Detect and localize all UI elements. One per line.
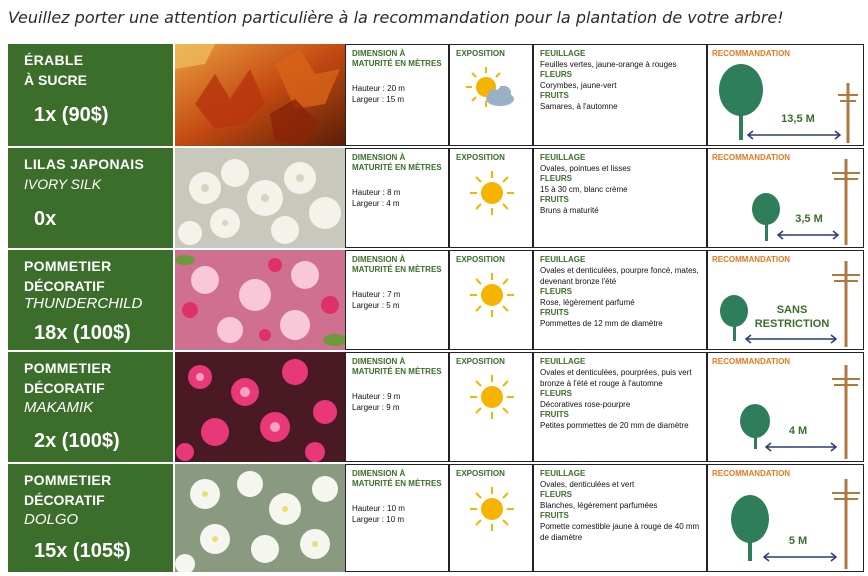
flowers-text: Corymbes, jaune-vert <box>540 81 617 90</box>
tree-name-cell <box>8 44 173 146</box>
foliage-text: Ovales et denticulées, pourpre foncé, mates, devenant bronze l'été <box>540 266 699 286</box>
tree-name: ÉRABLE <box>24 52 84 68</box>
tree-name-cell <box>8 352 173 462</box>
height-value: Hauteur : 7 m <box>352 290 401 299</box>
height-value: Hauteur : 8 m <box>352 188 401 197</box>
dimension-header: DIMENSION À MATURITÉ EN MÈTRES <box>352 153 442 172</box>
width-value: Largeur : 15 m <box>352 95 405 104</box>
tree-name-line2: DÉCORATIF <box>24 278 105 294</box>
planting-diagram <box>708 45 865 147</box>
flowers-text: 15 à 30 cm, blanc crème <box>540 185 628 194</box>
table-row <box>8 44 864 146</box>
apple-blossom-photo <box>175 464 345 572</box>
tree-name-line2: À SUCRE <box>24 72 88 88</box>
flowers-text: Décoratives rose-pourpre <box>540 400 631 409</box>
exposition-cell <box>449 148 533 248</box>
recommendation-header: RECOMMANDATION <box>712 357 791 366</box>
foliage-header: FEUILLAGE <box>540 255 586 264</box>
foliage-cell <box>533 464 707 572</box>
foliage-text: Ovales, denticulées et vert <box>540 480 635 489</box>
maple-photo <box>175 44 345 146</box>
exposition-header: EXPOSITION <box>456 469 505 478</box>
foliage-header: FEUILLAGE <box>540 153 586 162</box>
tree-name: LILAS JAPONAIS <box>24 156 145 172</box>
sun-icon <box>468 169 516 217</box>
tree-variety: MAKAMIK <box>24 399 94 416</box>
sun-icon <box>468 271 516 319</box>
planting-diagram <box>708 465 865 573</box>
flowers-header: FLEURS <box>540 287 572 296</box>
exposition-header: EXPOSITION <box>456 49 505 58</box>
fruits-text: Pomette comestible jaune à rouge de 40 mm de diamètre <box>540 522 700 542</box>
page-title: Veuillez porter une attention particulière à la recommandation pour la plantation de votre arbre! <box>8 8 784 27</box>
flowers-header: FLEURS <box>540 70 572 79</box>
exposition-header: EXPOSITION <box>456 255 505 264</box>
flowers-text: Blanches, légèrement parfumées <box>540 501 658 510</box>
height-value: Hauteur : 20 m <box>352 84 405 93</box>
distance-label: SANS RESTRICTION <box>754 304 830 330</box>
foliage-text: Ovales, pointues et lisses <box>540 164 631 173</box>
width-value: Largeur : 10 m <box>352 515 405 524</box>
table-row <box>8 148 864 248</box>
fruits-text: Bruns à maturité <box>540 206 599 215</box>
foliage-text: Feuilles vertes, jaune-orange à rouges <box>540 60 677 69</box>
sun-icon <box>468 485 516 533</box>
fruits-text: Petites pommettes de 20 mm de diamètre <box>540 421 689 430</box>
flowers-header: FLEURS <box>540 389 572 398</box>
tree-quantity: 0x <box>34 208 57 230</box>
height-value: Hauteur : 9 m <box>352 392 401 401</box>
tree-name: POMMETIER <box>24 258 112 274</box>
flowers-text: Rose, légèrement parfumé <box>540 298 635 307</box>
foliage-cell <box>533 352 707 462</box>
width-value: Largeur : 9 m <box>352 403 400 412</box>
planting-diagram <box>708 251 865 351</box>
recommendation-cell <box>707 148 864 248</box>
height-value: Hauteur : 10 m <box>352 504 405 513</box>
tree-quantity: 1x (90$) <box>34 104 109 126</box>
table-row <box>8 250 864 350</box>
tree-quantity: 15x (105$) <box>34 540 131 562</box>
crabapple-photo <box>175 250 345 350</box>
dimension-header: DIMENSION À MATURITÉ EN MÈTRES <box>352 357 442 376</box>
dimension-header: DIMENSION À MATURITÉ EN MÈTRES <box>352 255 442 274</box>
width-value: Largeur : 5 m <box>352 301 400 310</box>
flowers-header: FLEURS <box>540 490 572 499</box>
recommendation-header: RECOMMANDATION <box>712 255 791 264</box>
tree-name: POMMETIER <box>24 472 112 488</box>
crabapple-photo <box>175 352 345 462</box>
foliage-header: FEUILLAGE <box>540 469 586 478</box>
recommendation-cell <box>707 352 864 462</box>
dimension-cell <box>345 44 449 146</box>
tree-name-cell <box>8 148 173 248</box>
width-value: Largeur : 4 m <box>352 199 400 208</box>
tree-name-cell <box>8 464 173 572</box>
recommendation-cell <box>707 250 864 350</box>
foliage-cell <box>533 148 707 248</box>
exposition-cell <box>449 44 533 146</box>
fruits-text: Pommettes de 12 mm de diamètre <box>540 319 663 328</box>
dimension-cell <box>345 352 449 462</box>
fruits-text: Samares, à l'automne <box>540 102 618 111</box>
planting-diagram <box>708 353 865 463</box>
fruits-header: FRUITS <box>540 410 569 419</box>
foliage-text: Ovales et denticulées, pourprées, puis vert bronze à l'été et rouge à l'automne <box>540 368 692 388</box>
tree-quantity: 2x (100$) <box>34 430 120 452</box>
tree-quantity: 18x (100$) <box>34 322 131 344</box>
distance-label: 5 M <box>788 535 808 547</box>
exposition-cell <box>449 464 533 572</box>
dimension-cell <box>345 250 449 350</box>
distance-label: 13,5 M <box>781 113 815 125</box>
exposition-header: EXPOSITION <box>456 357 505 366</box>
dimension-cell <box>345 464 449 572</box>
fruits-header: FRUITS <box>540 91 569 100</box>
foliage-header: FEUILLAGE <box>540 49 586 58</box>
foliage-header: FEUILLAGE <box>540 357 586 366</box>
flowers-header: FLEURS <box>540 174 572 183</box>
exposition-cell <box>449 352 533 462</box>
fruits-header: FRUITS <box>540 511 569 520</box>
exposition-header: EXPOSITION <box>456 153 505 162</box>
tree-name-cell <box>8 250 173 350</box>
foliage-cell <box>533 44 707 146</box>
tree-variety: DOLGO <box>24 511 79 528</box>
recommendation-header: RECOMMANDATION <box>712 469 791 478</box>
distance-label: 3,5 M <box>795 213 823 225</box>
tree-name-line2: DÉCORATIF <box>24 492 105 508</box>
tree-variety: IVORY SILK <box>24 176 102 192</box>
sun-icon <box>468 373 516 421</box>
exposition-cell <box>449 250 533 350</box>
recommendation-cell <box>707 44 864 146</box>
foliage-cell <box>533 250 707 350</box>
fruits-header: FRUITS <box>540 195 569 204</box>
sun-cloud-icon <box>464 65 520 113</box>
planting-diagram <box>708 149 865 249</box>
recommendation-header: RECOMMANDATION <box>712 49 791 58</box>
table-row <box>8 464 864 572</box>
tree-variety: THUNDERCHILD <box>24 295 143 312</box>
dimension-cell <box>345 148 449 248</box>
recommendation-cell <box>707 464 864 572</box>
tree-name: POMMETIER <box>24 360 112 376</box>
fruits-header: FRUITS <box>540 308 569 317</box>
lilac-photo <box>175 148 345 248</box>
distance-label: 4 M <box>788 425 808 437</box>
tree-name-line2: DÉCORATIF <box>24 380 105 396</box>
dimension-header: DIMENSION À MATURITÉ EN MÈTRES <box>352 49 442 68</box>
recommendation-header: RECOMMANDATION <box>712 153 791 162</box>
table-row <box>8 352 864 462</box>
dimension-header: DIMENSION À MATURITÉ EN MÈTRES <box>352 469 442 488</box>
